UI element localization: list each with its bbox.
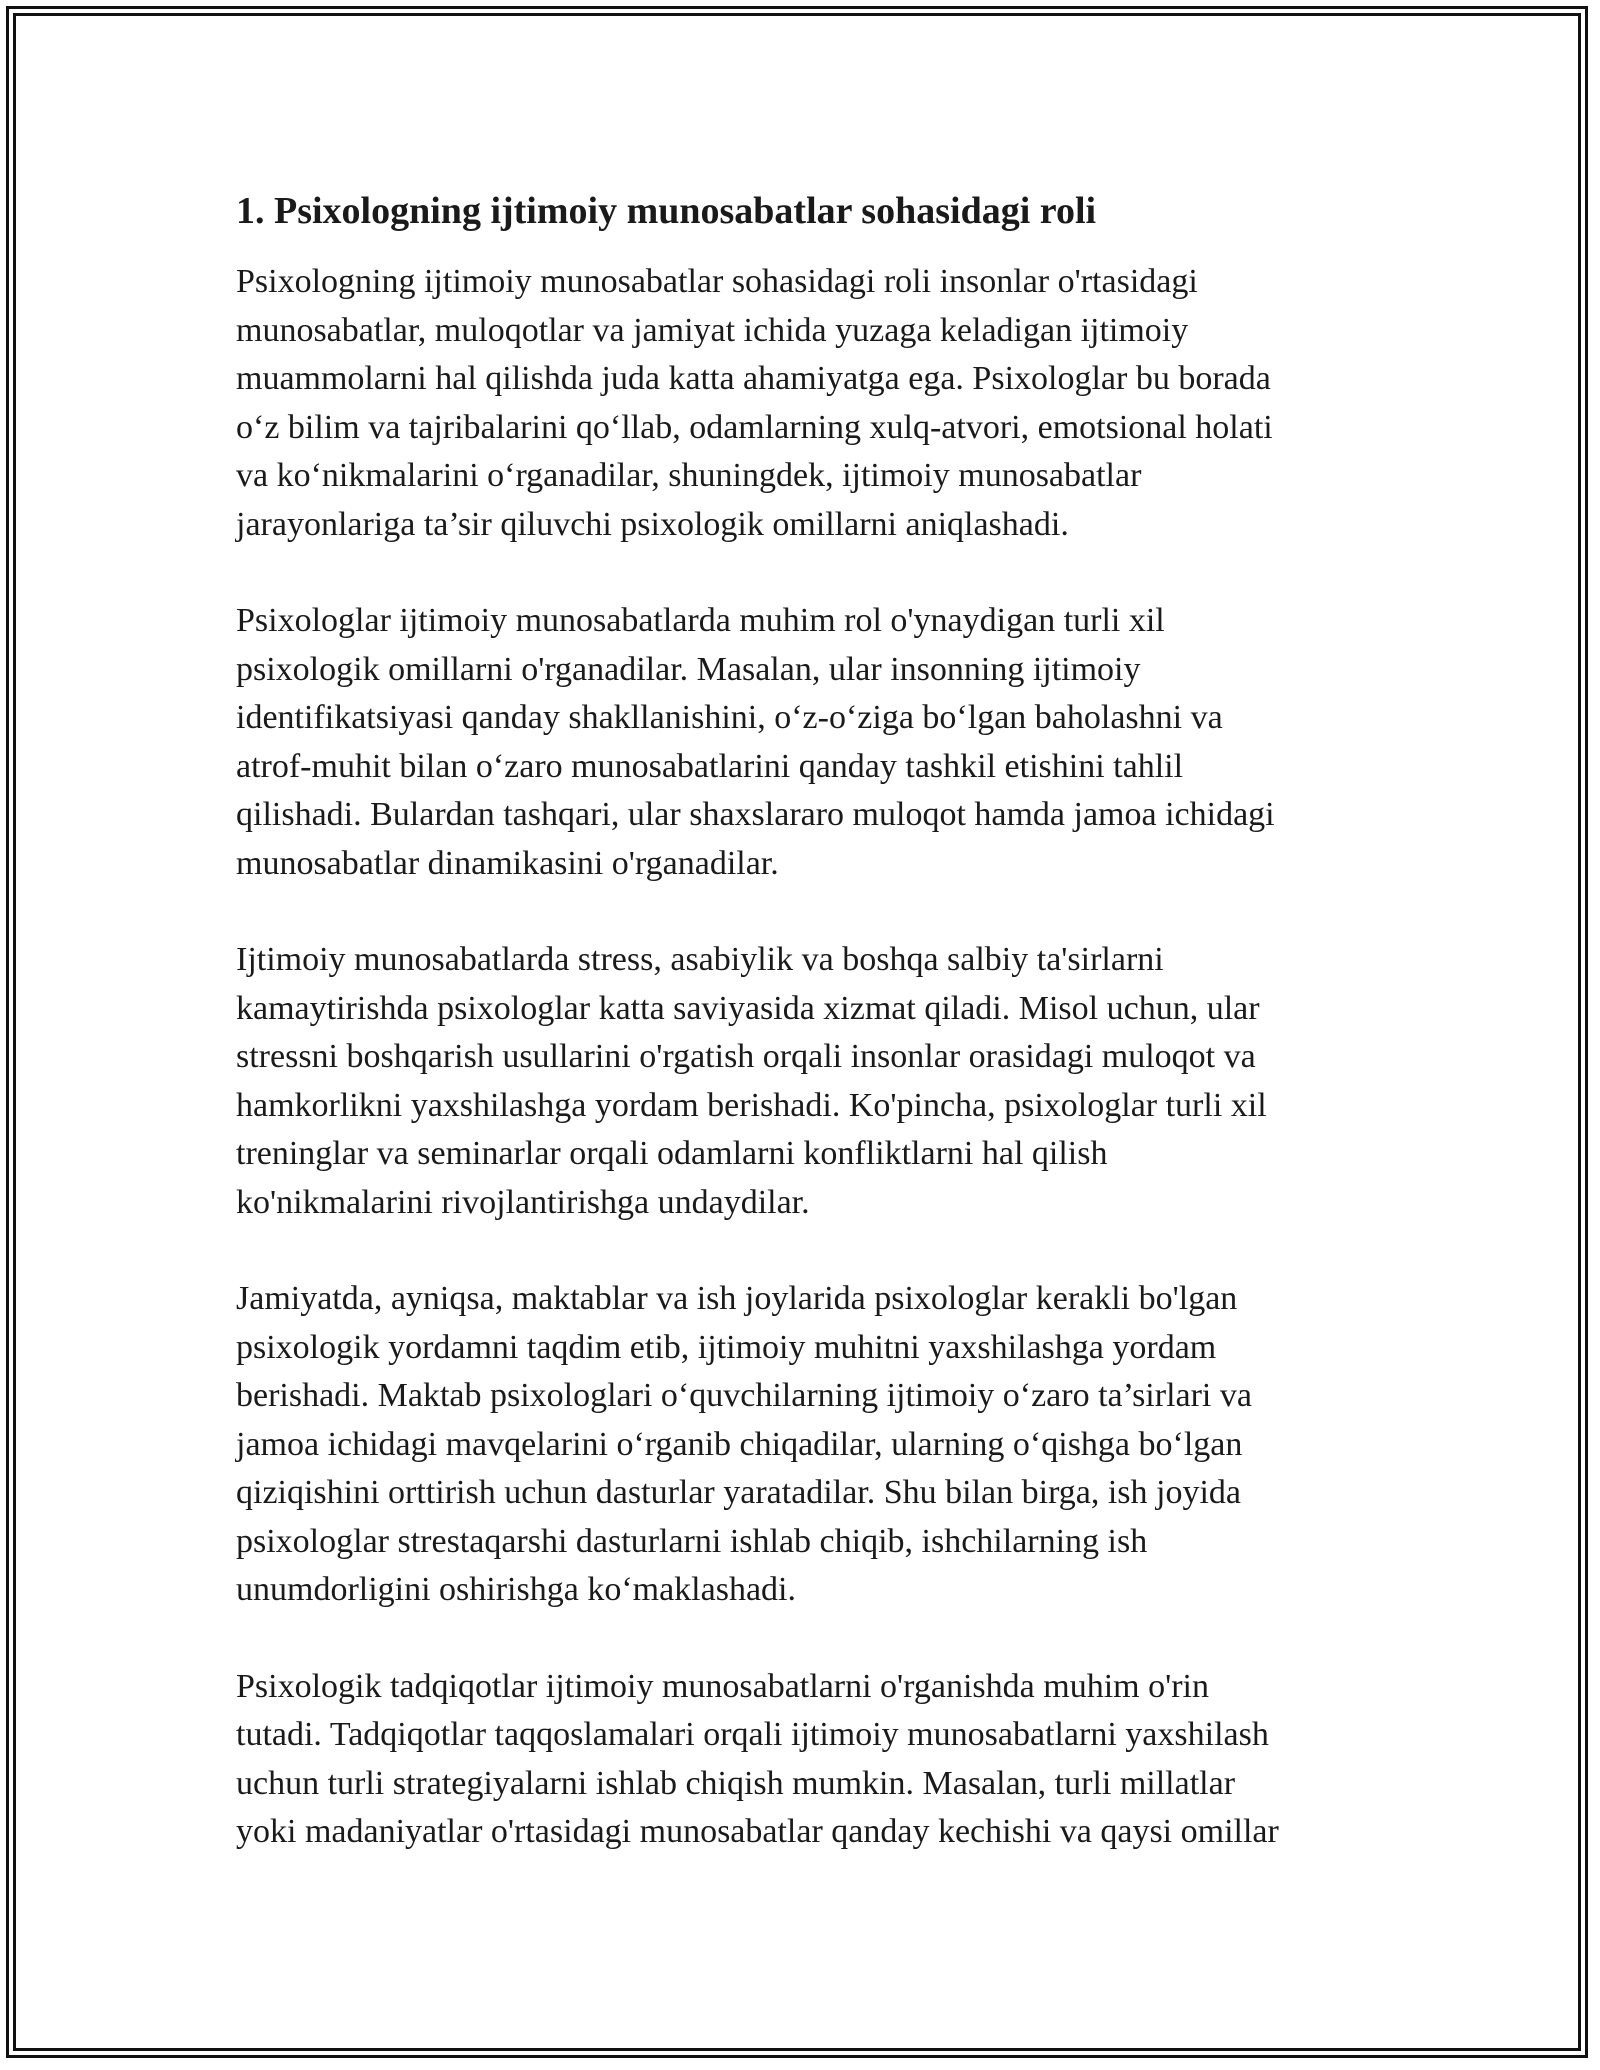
text-line: psixologlar strestaqarshi dasturlarni ishlab chiqib, ishchilarning ish — [236, 1522, 1148, 1560]
paragraph-1 — [236, 258, 1376, 549]
text-line: munosabatlar dinamikasini o'rganadilar. — [236, 844, 779, 882]
text-line: uchun turli strategiyalarni ishlab chiqish mumkin. Masalan, turli millatlar — [236, 1764, 1236, 1802]
text-line: Psixologik tadqiqotlar ijtimoiy munosabatlarni o'rganishda muhim o'rin — [236, 1667, 1209, 1705]
text-line: yoki madaniyatlar o'rtasidagi munosabatlar qanday kechishi va qaysi omillar — [236, 1813, 1279, 1850]
text-line: Jamiyatda, ayniqsa, maktablar va ish joylarida psixologlar kerakli bo'lgan — [236, 1280, 1238, 1317]
text-line: jarayonlariga ta’sir qiluvchi psixologik omillarni aniqlashadi. — [236, 505, 1069, 543]
document-body — [236, 186, 1376, 1905]
text-line: kamaytirishda psixologlar katta saviyasida xizmat qiladi. Misol uchun, ular — [236, 989, 1260, 1027]
text-line: muammolarni hal qilishda juda katta ahamiyatga ega. Psixologlar bu borada — [236, 360, 1271, 397]
paragraph-2 — [236, 597, 1376, 888]
text-line: identifikatsiyasi qanday shakllanishini, o‘z-o‘ziga bo‘lgan baholashni va — [236, 699, 1223, 736]
text-line: Psixologning ijtimoiy munosabatlar sohasidagi roli insonlar o'rtasidagi — [236, 263, 1198, 300]
text-line: berishadi. Maktab psixologlari o‘quvchilarning ijtimoiy o‘zaro ta’sirlari va — [236, 1377, 1252, 1414]
text-line: qilishadi. Bulardan tashqari, ular shaxslararo muloqot hamda jamoa ichidagi — [236, 796, 1275, 833]
text-line: atrof-muhit bilan o‘zaro munosabatlarini qanday tashkil etishini tahlil — [236, 747, 1184, 785]
section-heading: 1. Psixologning ijtimoiy munosabatlar sohasidagi roli — [236, 190, 1097, 232]
text-line: hamkorlikni yaxshilashga yordam berishadi. Ko'pincha, psixologlar turli xil — [236, 1086, 1267, 1124]
text-line: tutadi. Tadqiqotlar taqqoslamalari orqali ijtimoiy munosabatlarni yaxshilash — [236, 1716, 1269, 1753]
text-line: o‘z bilim va tajribalarini qo‘llab, odamlarning xulq-atvori, emotsional holati — [236, 408, 1273, 446]
paragraph-3 — [236, 936, 1376, 1227]
text-line: jamoa ichidagi mavqelarini o‘rganib chiqadilar, ularning o‘qishga bo‘lgan — [236, 1425, 1243, 1463]
text-line: Ijtimoiy munosabatlarda stress, asabiylik va boshqa salbiy ta'sirlarni — [236, 941, 1164, 978]
text-line: stressni boshqarish usullarini o'rgatish orqali insonlar orasidagi muloqot va — [236, 1038, 1256, 1075]
paragraph-4 — [236, 1275, 1376, 1615]
text-line: va ko‘nikmalarini o‘rganadilar, shuningdek, ijtimoiy munosabatlar — [236, 457, 1142, 494]
text-line: psixologik yordamni taqdim etib, ijtimoiy muhitni yaxshilashga yordam — [236, 1328, 1217, 1366]
text-line: munosabatlar, muloqotlar va jamiyat ichida yuzaga keladigan ijtimoiy — [236, 311, 1189, 349]
paragraph-5 — [236, 1663, 1376, 1857]
text-line: qiziqishini orttirish uchun dasturlar yaratadilar. Shu bilan birga, ish joyida — [236, 1474, 1242, 1511]
text-line: unumdorligini oshirishga ko‘maklashadi. — [236, 1571, 796, 1608]
text-line: Psixologlar ijtimoiy munosabatlarda muhim rol o'ynaydigan turli xil — [236, 602, 1165, 639]
text-line: ko'nikmalarini rivojlantirishga undaydilar. — [236, 1183, 810, 1221]
text-line: treninglar va seminarlar orqali odamlarni konfliktlarni hal qilish — [236, 1135, 1108, 1172]
text-line: psixologik omillarni o'rganadilar. Masalan, ular insonning ijtimoiy — [236, 650, 1141, 688]
